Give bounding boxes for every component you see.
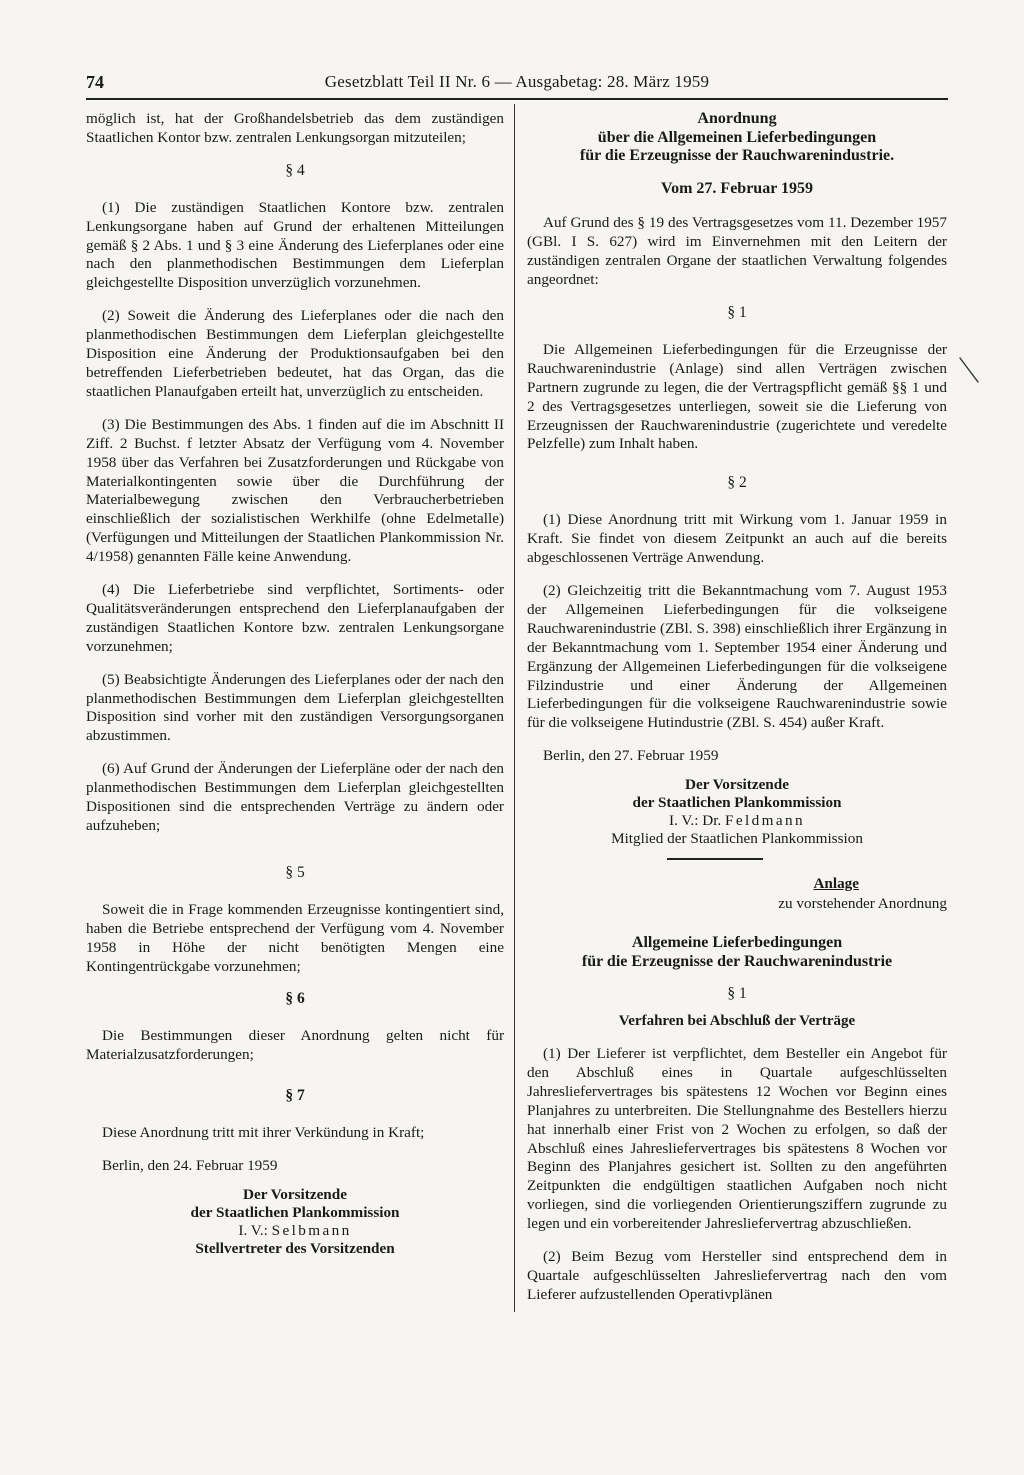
signature-prefix: I. V.: Dr.	[669, 812, 722, 830]
paragraph: (1) Diese Anordnung tritt mit Wirkung vom 1. Januar 1959 in Kraft. Sie findet von diesem Zeitpunkt an auch auf die bereits abgeschlossenen Verträge Anwendung.	[527, 511, 947, 567]
title-line: für die Erzeugnisse der Rauchwarenindustrie.	[579, 147, 895, 164]
section-heading: § 1	[727, 985, 747, 1003]
paragraph: Die Bestimmungen dieser Anordnung gelten nicht für Materialzusatzforderungen;	[86, 1027, 504, 1064]
signatory-role: Stellvertreter des Vorsitzenden	[195, 1239, 395, 1257]
paragraph: Auf Grund des § 19 des Vertragsgesetzes vom 11. Dezember 1957 (GBl. I S. 627) wird im Einvernehmen mit den Leitern der zuständigen zentralen Organe der staatlichen Verwaltung folgendes angeordnet:	[527, 214, 947, 289]
signature-block	[527, 776, 947, 848]
section-rule	[667, 858, 763, 860]
signature-title: Der Vorsitzende	[243, 1185, 347, 1203]
annex-heading	[527, 934, 947, 971]
place-date: Berlin, den 27. Februar 1959	[543, 747, 719, 765]
title-line: für die Erzeugnisse der Rauchwarenindustrie	[581, 952, 893, 970]
paragraph: (2) Soweit die Änderung des Lieferplanes oder die nach den planmethodischen Bestimmungen dem Lieferplan gleichgestellte Disposition eine Änderung der Produktionsaufgaben bei den betreffenden Lieferbetrieben bedeutet, hat das Organ, das die staatlichen Planaufgaben erteilt hat, unverzüglich zu entscheiden.	[86, 307, 504, 400]
signatory-name: Selbmann	[271, 1221, 352, 1239]
paragraph: (3) Die Bestimmungen des Abs. 1 finden auf die im Abschnitt II Ziff. 2 Buchst. f letzter Absatz der Verfügung vom 4. November 1958 über das Verfahren bei Zusatzforderungen und Rückgabe von Materialkontingenten sowie über die Durchführung der Materialbewegung zwischen den Verbraucherbetrieben einschließlich der sozialistischen Werkhilfe (ohne Edelmetalle) (Verfügungen und Mitteilungen der Staatlichen Plankommission Nr. 4/1958) genannten Fälle keine Anwendung.	[86, 415, 504, 566]
section-heading: § 4	[285, 161, 305, 179]
section-heading: § 7	[285, 1087, 305, 1105]
section-heading: § 6	[285, 990, 305, 1008]
annex-title: Anlage	[813, 875, 859, 893]
paragraph: (1) Die zuständigen Staatlichen Kontore bzw. zentralen Lenkungsorgane haben auf Grund der erhaltenen Mitteilungen gemäß § 2 Abs. 1 und § 3 eine Änderung des Lieferplanes oder eine nach den planmethodischen Bestimmungen dem Lieferplan gleichgestellte Disposition unverzüglich vorzunehmen.	[86, 198, 504, 292]
margin-pen-mark	[958, 356, 984, 386]
annex-label	[527, 874, 947, 914]
section-subheading: Verfahren bei Abschluß der Verträge	[618, 1013, 856, 1030]
publication-title: Gesetzblatt Teil II Nr. 6 — Ausgabetag: 28. März 1959	[324, 72, 710, 91]
section-heading: § 2	[727, 474, 747, 492]
left-column	[86, 110, 504, 1258]
paragraph: (2) Gleichzeitig tritt die Bekanntmachung vom 7. August 1953 der Allgemeinen Lieferbedingungen für die volkseigene Rauchwarenindustrie (ZBl. S. 398) einschließlich ihrer Ergänzung in der Bekanntmachung vom 1. September 1954 einer Änderung und Ergänzung der Allgemeinen Lieferbedingungen für die volkseigene Filzindustrie und einer Änderung der Allgemeinen Lieferbedingungen für die volkseigene Rauchwarenindustrie sowie für die volkseigene Hutindustrie (ZBl. S. 454) außer Kraft.	[527, 582, 947, 732]
paragraph: (1) Der Lieferer ist verpflichtet, dem Besteller ein Angebot für den Abschluß eines in Quartale aufgeschlüsselten Jahresliefervertrages bis spätestens 12 Wochen vor Beginn eines Planjahres zu unterbreiten. Die Stellungnahme des Bestellers hierzu hat innerhalb einer Frist von 2 Wochen zu erfolgen, so daß der Abschluß eines Jahresliefervertrages bis spätestens 8 Wochen vor Beginn des Planjahres gesichert ist. Sollten zu den angeführten Zeitpunkten die endgültigen staatlichen Aufgaben noch nicht vorliegen, sind die vorliegenden Orientierungsziffern zugrunde zu legen und ein vorbereitender Jahresliefervertrag abzuschließen.	[527, 1044, 947, 1233]
ordinance-date: Vom 27. Februar 1959	[661, 179, 813, 197]
paragraph: Soweit die in Frage kommenden Erzeugnisse kontingentiert sind, haben die Betriebe entsprechend der Verfügung vom 4. November 1958 in Höhe der nicht benötigten Mengen eine Kontingentrückgabe vorzunehmen;	[86, 900, 504, 975]
signature-name-line	[86, 1222, 504, 1240]
title-line: Anordnung	[697, 110, 777, 127]
title-line: über die Allgemeinen Lieferbedingungen	[597, 128, 877, 146]
paragraph: (6) Auf Grund der Änderungen der Lieferpläne oder der nach den planmethodischen Bestimmungen dem Lieferplan gleichgestellten Dispositionen sind die entsprechenden Verträge zu ändern oder aufzuheben;	[86, 760, 504, 834]
annex-subtitle: zu vorstehender Anordnung	[778, 895, 947, 913]
page-number: 74	[86, 72, 104, 92]
signature-prefix: I. V.:	[238, 1221, 268, 1239]
paragraph: Die Allgemeinen Lieferbedingungen für die Erzeugnisse der Rauchwarenindustrie (Anlage) sind allen Verträgen zwischen Partnern zugrunde zu legen, die der Vertragspflicht gemäß §§ 1 und 2 des Vertragsgesetzes unterliegen, soweit sie die Lieferung von Erzeugnissen der Rauchwarenindustrie (zugerichtete und veredelte Pelzfelle) zum Inhalt haben.	[527, 340, 947, 453]
signature-name-line	[527, 812, 947, 830]
title-line: Allgemeine Lieferbedingungen	[631, 934, 843, 952]
signatory-name: Feldmann	[725, 812, 805, 830]
column-divider	[514, 104, 515, 1312]
place-date: Berlin, den 24. Februar 1959	[102, 1156, 278, 1174]
signatory-role: Mitglied der Staatlichen Plankommission	[611, 830, 863, 848]
signature-title: Der Vorsitzende	[685, 776, 789, 794]
paragraph: (5) Beabsichtigte Änderungen des Lieferplanes oder der nach den planmethodischen Bestimmungen dem Lieferplan gleichgestellten Disposition sind vorher mit den zuständigen Versorgungsorganen abzustimmen.	[86, 670, 504, 745]
ordinance-title	[527, 110, 947, 166]
section-heading: § 1	[727, 304, 747, 322]
paragraph: (4) Die Lieferbetriebe sind verpflichtet, Sortiments- oder Qualitätsveränderungen entsprechend den Lieferplanaufgaben der zuständigen Staatlichen Kontore bzw. zentralen Lenkungsorgane vorzunehmen;	[86, 581, 504, 655]
paragraph: möglich ist, hat der Großhandelsbetrieb das dem zuständigen Staatlichen Kontor bzw. zentralen Lenkungsorgan mitzuteilen;	[86, 110, 504, 146]
section-heading: § 5	[285, 863, 305, 881]
signature-body: der Staatlichen Plankommission	[190, 1203, 400, 1221]
right-column	[527, 110, 947, 1319]
paragraph: (2) Beim Bezug vom Hersteller sind entsprechend dem in Quartale aufgeschlüsselten Jahresliefervertrag nach den vom Lieferer aufzustellenden Operativplänen	[527, 1248, 947, 1303]
signature-block	[86, 1186, 504, 1258]
signature-body: der Staatlichen Plankommission	[632, 794, 842, 812]
paragraph: Diese Anordnung tritt mit ihrer Verkündung in Kraft;	[102, 1124, 425, 1142]
page-header	[86, 64, 948, 100]
